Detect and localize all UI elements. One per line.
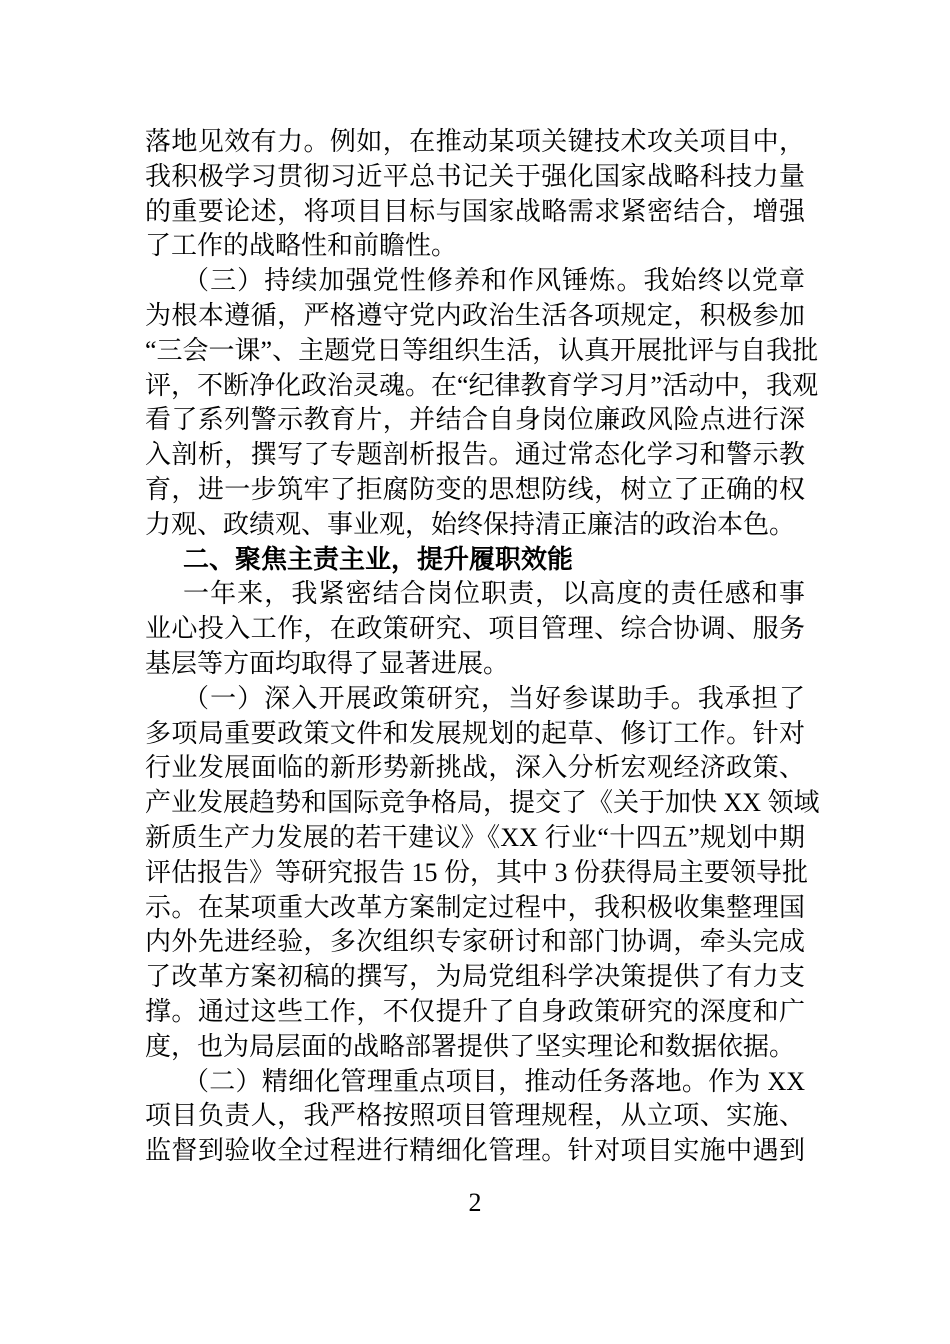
- text-line: 行业发展面临的新形势新挑战，深入分析宏观经济政策、: [145, 753, 805, 783]
- text-line: 二、聚焦主责主业，提升履职效能: [183, 544, 574, 574]
- text-line: 为根本遵循，严格遵守党内政治生活各项规定，积极参加: [145, 300, 805, 330]
- section-heading: [145, 543, 805, 578]
- text-line: 了工作的战略性和前瞻性。: [145, 231, 458, 261]
- text-line: 示。在某项重大改革方案制定过程中，我积极收集整理国: [145, 892, 805, 922]
- text-line: 度，也为局层面的战略部署提供了坚实理论和数据依据。: [145, 1031, 796, 1061]
- text-line: “三会一课”、主题党日等组织生活，认真开展批评与自我批: [145, 335, 819, 365]
- text-line: 基层等方面均取得了显著进展。: [145, 648, 510, 678]
- paragraph: [145, 1065, 805, 1169]
- paragraph: [145, 125, 805, 264]
- text-line: （三）持续加强党性修养和作风锤炼。我始终以党章: [183, 266, 805, 296]
- text-line: 我积极学习贯彻习近平总书记关于强化国家战略科技力量: [145, 161, 805, 191]
- paragraph: [145, 682, 820, 1065]
- text-line: 评，不断净化政治灵魂。在“纪律教育学习月”活动中，我观: [145, 370, 819, 400]
- text-line: 内外先进经验，多次组织专家研讨和部门协调，牵头完成: [145, 927, 805, 957]
- text-line: 力观、政绩观、事业观，始终保持清正廉洁的政治本色。: [145, 509, 796, 539]
- text-line: 了改革方案初稿的撰写，为局党组科学决策提供了有力支: [145, 962, 805, 992]
- text-line: 一年来，我紧密结合岗位职责，以高度的责任感和事: [183, 579, 805, 609]
- text-line: 多项局重要政策文件和发展规划的起草、修订工作。针对: [145, 718, 805, 748]
- text-line: 产业发展趋势和国际竞争格局，提交了《关于加快 XX 领域: [145, 788, 820, 818]
- page-number: 2: [468, 1188, 482, 1217]
- text-line: （一）深入开展政策研究，当好参谋助手。我承担了: [183, 683, 805, 713]
- text-line: 业心投入工作，在政策研究、项目管理、综合协调、服务: [145, 614, 805, 644]
- text-line: 项目负责人，我严格按照项目管理规程，从立项、实施、: [145, 1101, 805, 1131]
- text-line: 的重要论述，将项目目标与国家战略需求紧密结合，增强: [145, 196, 805, 226]
- text-line: 监督到验收全过程进行精细化管理。针对项目实施中遇到: [145, 1136, 805, 1166]
- text-line: 落地见效有力。例如，在推动某项关键技术攻关项目中，: [145, 127, 805, 156]
- paragraph: [145, 264, 819, 542]
- text-line: （二）精细化管理重点项目，推动任务落地。作为 XX: [183, 1066, 805, 1096]
- text-line: 评估报告》等研究报告 15 份，其中 3 份获得局主要领导批: [145, 857, 809, 887]
- paragraph: [145, 577, 805, 681]
- text-line: 看了系列警示教育片，并结合自身岗位廉政风险点进行深: [145, 405, 805, 435]
- text-line: 育，进一步筑牢了拒腐防变的思想防线，树立了正确的权: [145, 474, 805, 504]
- text-line: 撑。通过这些工作，不仅提升了自身政策研究的深度和广: [145, 996, 805, 1026]
- text-line: 新质生产力发展的若干建议》《XX 行业“十四五”规划中期: [145, 822, 805, 852]
- document-body: [145, 125, 820, 1169]
- text-line: 入剖析，撰写了专题剖析报告。通过常态化学习和警示教: [145, 440, 805, 470]
